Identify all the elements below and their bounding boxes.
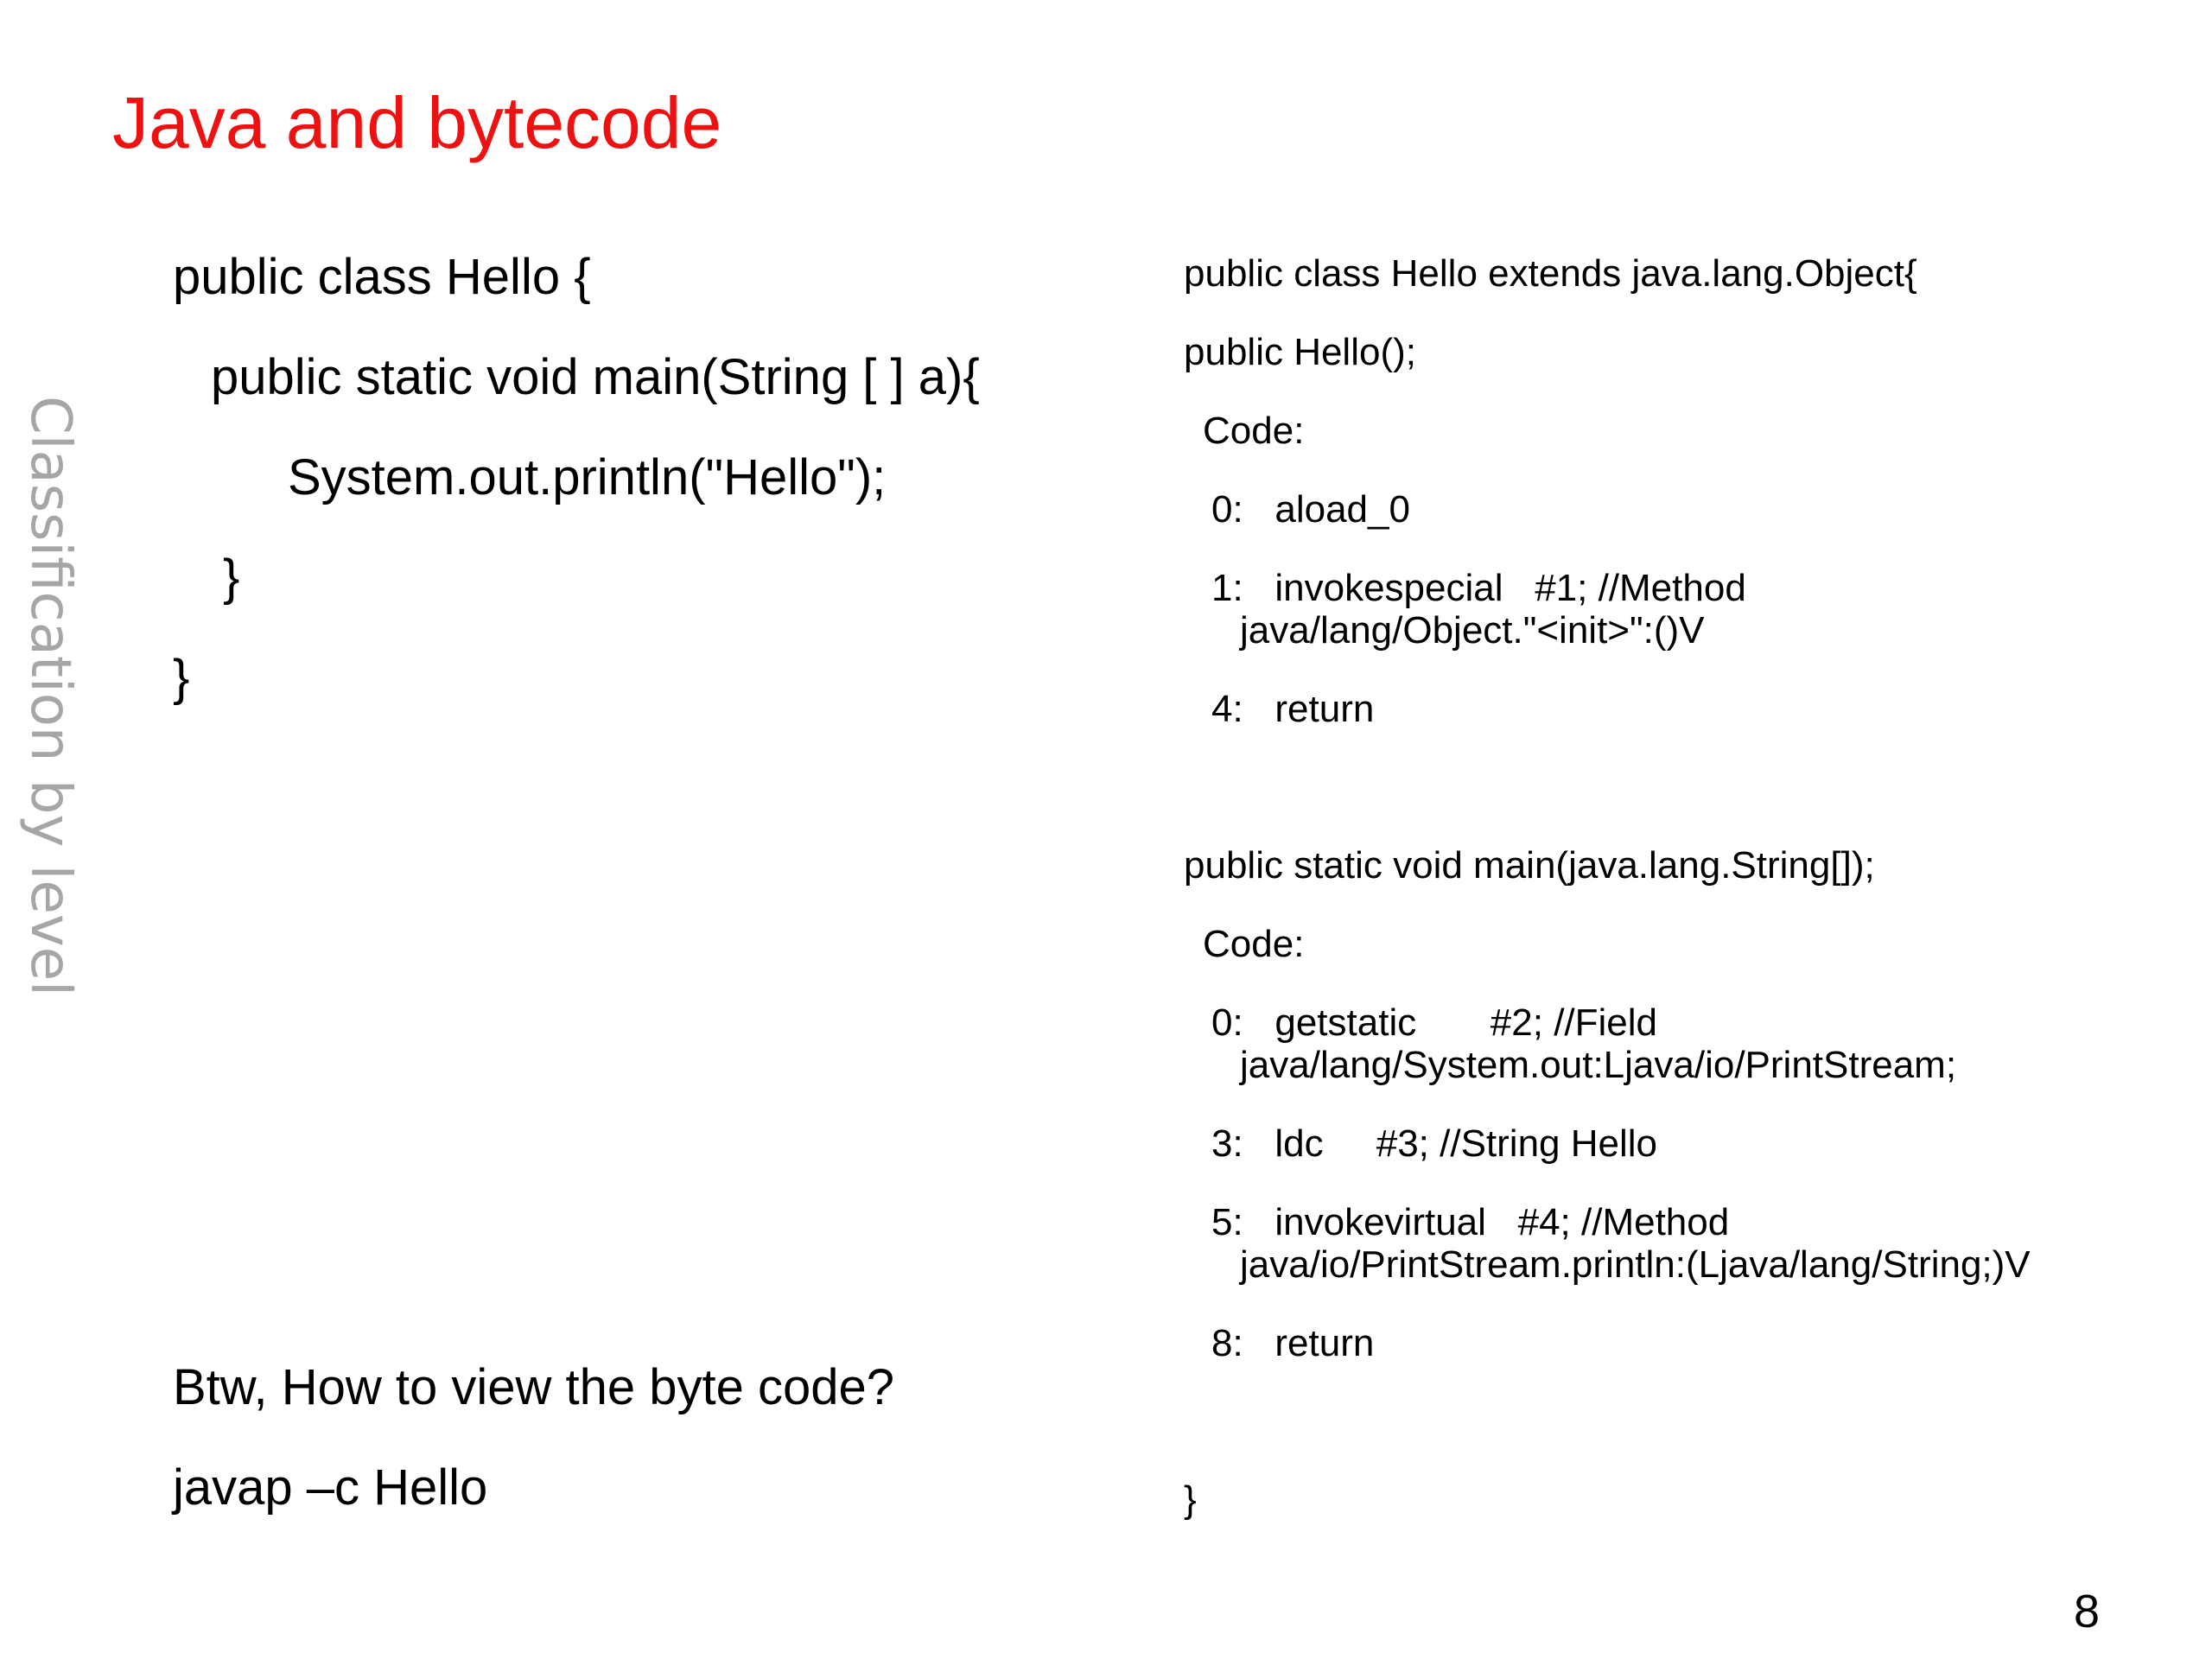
bytecode-op: 3: ldc #3; //String Hello [1211,1122,1658,1165]
bytecode-op: 1: invokespecial #1; //Method [1211,567,1746,609]
page-number: 8 [2074,1586,2101,1637]
side-label [9,396,86,1070]
bytecode-code-label: Code: [1203,923,1305,965]
slide-title: Java and bytecode [112,82,722,163]
bytecode-op: 0: aload_0 [1211,488,1410,531]
bytecode-constructor-signature: public Hello(); [1184,331,1416,373]
source-line-class-close: } [173,650,190,706]
bytecode-op: 8: return [1211,1322,1375,1364]
source-line-main-close: } [223,550,240,606]
bytecode-main-signature: public static void main(java.lang.String[]); [1184,844,1875,887]
bytecode-op: 5: invokevirtual #4; //Method [1211,1201,1730,1243]
javap-command: javap –c Hello [173,1459,488,1516]
bytecode-op-continuation: java/lang/Object."<init>":()V [1240,609,1705,652]
bytecode-op-continuation: java/lang/System.out:Ljava/io/PrintStream; [1240,1044,1957,1086]
bytecode-op: 4: return [1211,688,1375,730]
bytecode-op-continuation: java/io/PrintStream.println:(Ljava/lang/String;)V [1240,1243,2031,1286]
bytecode-op: 0: getstatic #2; //Field [1211,1001,1658,1044]
bytecode-code-label: Code: [1203,410,1305,452]
source-line-class-decl: public class Hello { [173,249,591,305]
javap-question: Btw, How to view the byte code? [173,1359,894,1415]
bytecode-closing-brace: } [1184,1478,1197,1521]
source-line-main-decl: public static void main(String [ ] a){ [211,349,980,405]
bytecode-class-header: public class Hello extends java.lang.Object{ [1184,252,1917,295]
source-line-println: System.out.println("Hello"); [288,449,887,505]
side-label-text: Classification by level [18,396,82,996]
